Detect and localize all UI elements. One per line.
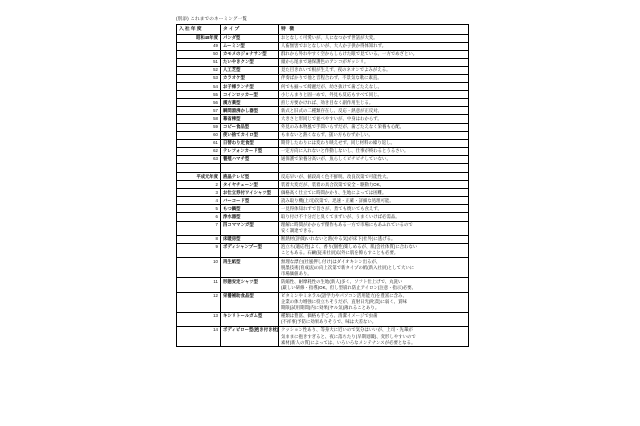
type-label: カモメのジョナサン型	[223, 51, 267, 57]
cell-entry-year: 9	[177, 243, 221, 257]
era-separator-cell	[221, 164, 279, 173]
cell-feature	[279, 34, 469, 42]
cell-type	[221, 139, 279, 147]
cell-feature	[279, 58, 469, 66]
feature-line: 人畜無害でおとなしいが、大人か子供か得体知れず。	[281, 43, 387, 49]
cell-entry-year: 3	[177, 189, 221, 197]
type-label: 人工芝型	[223, 67, 241, 73]
cell-feature	[279, 181, 469, 189]
cell-feature	[279, 197, 469, 205]
cell-entry-year: 55	[177, 91, 221, 99]
cell-feature	[279, 83, 469, 91]
feature-line: 泡立ち(適応性)よく、香り(個性)楽しめるが、肌(会社体質)に合わない	[281, 244, 418, 250]
table-row	[177, 115, 469, 123]
cell-type	[221, 243, 279, 257]
table-row	[177, 155, 469, 163]
type-sublabel: (抱き付き枕)	[253, 327, 279, 333]
table-row	[177, 326, 469, 346]
table-row	[177, 91, 469, 99]
feature-line: 気ままに抱きすぎると、夜に落ちたり(早期退職)、変形しやすいので	[281, 333, 416, 339]
feature-line: 防縮性、耐摩耗性の生地(新人)多く、ソフト仕上げで、丸洗い	[281, 278, 403, 284]
type-label: ボディピロー型	[223, 327, 254, 333]
type-label: 液晶テレビ型	[223, 173, 250, 179]
cell-entry-year: 2	[177, 181, 221, 189]
cell-type	[221, 292, 279, 312]
cell-type	[221, 50, 279, 58]
feature-line: 通保護で栄養分高いが、魚らしくピチピチしていない。	[281, 156, 391, 162]
cell-type	[221, 173, 279, 181]
table-row	[177, 50, 469, 58]
feature-line: 反応早いが、値段高く色不鮮明。改良次第で可能性大。	[281, 173, 391, 179]
table-row	[177, 173, 469, 181]
table-header	[177, 24, 469, 34]
cell-entry-year: 5	[177, 205, 221, 213]
type-label: たいやきクン型	[223, 59, 254, 65]
feature-line: クッション性あり、等身大に近いので気分はいいが、上司・先輩が	[281, 327, 413, 333]
cell-type	[221, 99, 279, 107]
cell-entry-year: 56	[177, 99, 221, 107]
feature-line: 装着大変だが、装着の具合次第で安全・駆動力OK。	[281, 181, 385, 187]
column-header-year: 入社年度	[177, 24, 221, 34]
feature-line: 無理な漂白(社風押し付け)はダイオキシン出るが、	[281, 258, 381, 264]
feature-line: 素材(新人の質)によっては、いろいろなメンテナンスが必要となる。	[281, 339, 416, 345]
table-row	[177, 235, 469, 243]
feature-line: 読み取り機(上司)次第で、迅速・正確・詳細な処理可能。	[281, 197, 394, 203]
feature-line: 取り付け不十分だと臭くてまずいが、うまくいけば必需品。	[281, 213, 400, 219]
type-label: キシリトールガム型	[223, 313, 263, 319]
cell-type	[221, 147, 279, 155]
table-row	[177, 66, 469, 74]
table-row	[177, 197, 469, 205]
table-row	[177, 58, 469, 66]
cell-feature	[279, 205, 469, 213]
cell-entry-year: 59	[177, 123, 221, 131]
cell-entry-year: 8	[177, 235, 221, 243]
type-label: お子様ランチ型	[223, 83, 254, 89]
table-row	[177, 42, 469, 50]
cell-feature	[279, 213, 469, 221]
column-header-type: タイプ	[221, 24, 279, 34]
cell-feature	[279, 147, 469, 155]
cell-type	[221, 131, 279, 139]
cell-type	[221, 58, 279, 66]
type-label: カラオケ型	[223, 75, 245, 81]
table-body	[177, 34, 469, 347]
cell-entry-year: 6	[177, 213, 221, 221]
feature-line: 外見のみ本物風で手間いらずだが、歯ごたえなく栄養も心配。	[281, 124, 405, 130]
table-row	[177, 312, 469, 326]
cell-entry-year: 54	[177, 83, 221, 91]
feature-line: 期限(試用期間)内に効果(ヤル気)薄れることあり。	[281, 305, 380, 311]
type-label: 日替わり定食型	[223, 140, 254, 146]
cell-feature	[279, 99, 469, 107]
cell-type	[221, 197, 279, 205]
cell-feature	[279, 115, 469, 123]
feature-line: 脱墨技術(育成法)の向上次第で新タイプの紙(新入社員)として大いに	[281, 264, 415, 270]
cell-entry-year: 60	[177, 131, 221, 139]
table-row	[177, 99, 469, 107]
cell-entry-year: 14	[177, 326, 221, 346]
cell-feature	[279, 91, 469, 99]
cell-type	[221, 74, 279, 82]
cell-feature	[279, 74, 469, 82]
era-separator-cell	[177, 164, 221, 173]
cell-feature	[279, 66, 469, 74]
cell-entry-year: 61	[177, 139, 221, 147]
type-label: パンダ型	[223, 35, 241, 40]
table-row	[177, 258, 469, 278]
naming-list-document	[176, 16, 468, 347]
type-label: 再生紙型	[223, 258, 241, 264]
feature-line: 企業の体力増強に役立ちそうだが、直射日光(叱責)に弱く、賞味	[281, 299, 407, 305]
type-label: バーコード型	[223, 197, 250, 203]
table-row	[177, 123, 469, 131]
table-row	[177, 278, 469, 292]
cell-type	[221, 235, 279, 243]
cell-type	[221, 312, 279, 326]
feature-line: 伴奏ばかりで他と音程合わず、不景気な歌に素直。	[281, 75, 382, 81]
cell-entry-year: 7	[177, 221, 221, 235]
feature-line: 何でも揃って綺麗だが、幼さ抜けて歯ごたえなし。	[281, 83, 383, 89]
cell-entry-year: 58	[177, 115, 221, 123]
cell-type	[221, 258, 279, 278]
cell-entry-year: 50	[177, 50, 221, 58]
cell-entry-year: 12	[177, 292, 221, 312]
feature-line: もまないと熱くならず、扱い方もむずかしい。	[281, 132, 373, 138]
cell-feature	[279, 292, 469, 312]
cell-entry-year: 13	[177, 312, 221, 326]
cell-entry-year: 昭和48年度	[177, 34, 221, 42]
type-label: タイヤチェーン型	[223, 181, 258, 187]
type-label: 床暖房型	[223, 236, 241, 242]
type-label: ボディシャンプー型	[223, 244, 262, 250]
type-label: ムーミン型	[223, 43, 245, 49]
cell-entry-year: 51	[177, 58, 221, 66]
table-era-separator	[177, 164, 469, 173]
cell-entry-year: 11	[177, 278, 221, 292]
feature-line: 煎じ方要かければ、効き目なく副作用生じる。	[281, 99, 374, 105]
table-row	[177, 34, 469, 42]
cell-entry-year: 57	[177, 107, 221, 115]
type-label: 浄水器型	[223, 213, 241, 219]
cell-type	[221, 326, 279, 346]
cell-entry-year: 62	[177, 147, 221, 155]
cell-type	[221, 189, 279, 197]
cell-feature	[279, 155, 469, 163]
column-header-feature: 特 徴	[279, 24, 469, 34]
type-label: 四コママンガ型	[223, 222, 254, 228]
table-row	[177, 74, 469, 82]
feature-line: 群れから外れやすく空からしらけた眼で見ている。一方でめざとい。	[281, 51, 418, 57]
naming-table	[176, 24, 469, 348]
feature-line: 断熱材(評価)いれないと熱(やる気)が床下(社外)に逃げる。	[281, 236, 396, 242]
cell-feature	[279, 42, 469, 50]
feature-line: 価格高く仕立てに時間かかり、生地によっては困難。	[281, 189, 387, 195]
table-row	[177, 147, 469, 155]
feature-line: 大きさと形同じで並べやすいが、中身はわからず。	[281, 115, 382, 121]
cell-feature	[279, 50, 469, 58]
cell-type	[221, 66, 279, 74]
cell-feature	[279, 235, 469, 243]
cell-type	[221, 107, 279, 115]
cell-feature	[279, 173, 469, 181]
type-label: 形態安定シャツ型	[223, 278, 259, 284]
cell-feature	[279, 278, 469, 292]
table-row	[177, 189, 469, 197]
feature-line: 一定方向に入れないと作動しないし、仕事が終わるとうるさい。	[281, 148, 409, 154]
feature-line: 頭から尾まで通保護色のアンコがギッシリ。	[281, 59, 369, 65]
cell-entry-year: 49	[177, 42, 221, 50]
cell-type	[221, 34, 279, 42]
feature-line: 一見得体知れずで旨さが、煮ても焼いても食えず。	[281, 205, 382, 211]
table-row	[177, 292, 469, 312]
cell-feature	[279, 107, 469, 115]
cell-feature	[279, 221, 469, 235]
feature-line: (厳しい研修・指導)OK。但し型崩れ防止アイロン(注意・指示)必要。	[281, 284, 416, 290]
document-caption: (別添) これまでのネーミング一覧	[176, 16, 248, 21]
cell-feature	[279, 258, 469, 278]
cell-entry-year: 52	[177, 66, 221, 74]
feature-line: (不祥事)予防に効果ありそうで、味は大差ない。	[281, 319, 377, 325]
cell-entry-year: 4	[177, 197, 221, 205]
type-label: 養殖ハマチ型	[223, 156, 250, 162]
type-label: テレフォンカード型	[223, 148, 263, 154]
cell-type	[221, 221, 279, 235]
type-label: コピー食品型	[223, 124, 250, 130]
table-row	[177, 107, 469, 115]
cell-type	[221, 115, 279, 123]
cell-feature	[279, 131, 469, 139]
type-label: 幕省棟型	[223, 115, 241, 121]
table-row	[177, 139, 469, 147]
cell-type	[221, 181, 279, 189]
table-row	[177, 213, 469, 221]
feature-line: ビタミンやミネラル(語学力やパソコン活用能力)を豊富に含み、	[281, 293, 408, 298]
cell-type	[221, 123, 279, 131]
cell-type	[221, 205, 279, 213]
table-row	[177, 131, 469, 139]
feature-line: 小じんまりと固一めで、外見も反応もすべて同じ。	[281, 91, 382, 97]
feature-line: 市場価値あり。	[281, 270, 312, 276]
cell-entry-year: 平成元年度	[177, 173, 221, 181]
cell-type	[221, 278, 279, 292]
cell-type	[221, 155, 279, 163]
feature-line: 見た目きれいで根が生えず、夜のネオンでよみがえる。	[281, 67, 391, 73]
cell-feature	[279, 312, 469, 326]
type-label: もつ鍋型	[223, 205, 241, 211]
table-row	[177, 205, 469, 213]
type-label: 栄養補助食品型	[223, 293, 254, 298]
header-row	[177, 24, 469, 34]
type-label: 瞬間湯沸かし器型	[223, 107, 259, 113]
cell-feature	[279, 139, 469, 147]
feature-line: 新式と旧式の二種類存在し、反応・熱意が正反対。	[281, 107, 383, 113]
feature-line: 理解に時間がかからず傑作もある一方で市場にもあふれているので	[281, 222, 413, 228]
feature-line: 期待したわりには変わり映えせず、同じ材料の繰り返し。	[281, 140, 395, 146]
feature-line: こともある。石鹸(従来社員)以外に肌を僚らすことも必要。	[281, 250, 399, 256]
cell-feature	[279, 243, 469, 257]
cell-type	[221, 42, 279, 50]
feature-line: おとなしく可愛いが、人になつかず世話が大変。	[281, 35, 378, 40]
feature-line: 種類は豊富、価格も手ごろ、清潔イメージで虫歯	[281, 313, 378, 319]
cell-type	[221, 213, 279, 221]
cell-feature	[279, 189, 469, 197]
era-separator-cell	[279, 164, 469, 173]
cell-entry-year: 10	[177, 258, 221, 278]
type-label: お仕立券付ワイシャツ型	[223, 189, 272, 195]
type-label: 使い捨てカイロ型	[223, 132, 259, 138]
cell-feature	[279, 326, 469, 346]
cell-type	[221, 83, 279, 91]
feature-line: 安く調達できる。	[281, 228, 317, 234]
table-row	[177, 221, 469, 235]
type-label: 漢方薬型	[223, 99, 241, 105]
type-label: コインロッカー型	[223, 91, 258, 97]
table-row	[177, 181, 469, 189]
table-row	[177, 83, 469, 91]
cell-entry-year: 53	[177, 74, 221, 82]
table-row	[177, 243, 469, 257]
cell-type	[221, 91, 279, 99]
cell-feature	[279, 123, 469, 131]
cell-entry-year: 63	[177, 155, 221, 163]
